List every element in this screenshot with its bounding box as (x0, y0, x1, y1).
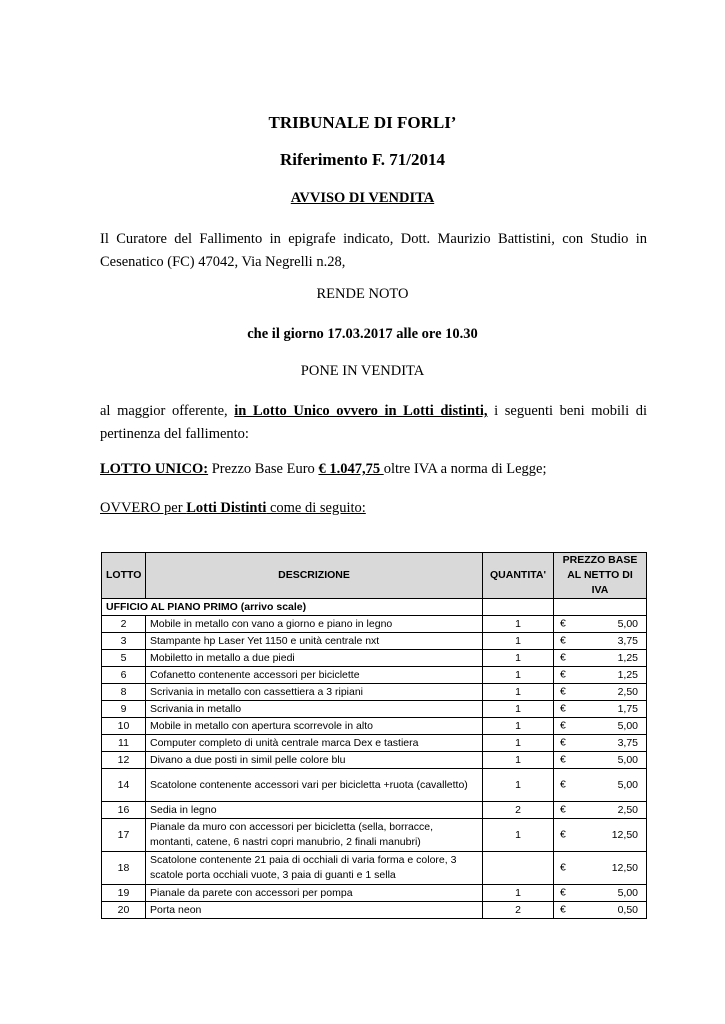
rende-noto-line: RENDE NOTO (316, 286, 409, 302)
cell-quantita: 1 (483, 633, 554, 650)
lotto-unico-tail: oltre IVA a norma di Legge; (383, 461, 547, 477)
cell-descrizione: Scrivania in metallo (146, 701, 483, 718)
cell-descrizione: Scrivania in metallo con cassettiera a 3 ripiani (146, 684, 483, 701)
euro-sign: € (560, 634, 566, 647)
cell-lotto: 10 (102, 718, 146, 735)
euro-sign: € (560, 828, 566, 841)
euro-sign: € (560, 886, 566, 899)
header-quantita: QUANTITA' (483, 553, 554, 599)
lotto-unico-line (100, 458, 647, 481)
euro-sign: € (560, 861, 566, 874)
price-value: 1,25 (617, 651, 638, 664)
cell-prezzo (554, 684, 647, 701)
cell-lotto: 14 (102, 769, 146, 802)
price-value: 5,00 (617, 778, 638, 791)
cell-quantita: 1 (483, 650, 554, 667)
price-value: 5,00 (617, 719, 638, 732)
euro-sign: € (560, 702, 566, 715)
price-value: 1,75 (617, 702, 638, 715)
header-descrizione: DESCRIZIONE (146, 553, 483, 599)
cell-lotto: 2 (102, 616, 146, 633)
cell-descrizione: Mobiletto in metallo a due piedi (146, 650, 483, 667)
cell-prezzo (554, 852, 647, 885)
table-row (102, 718, 647, 735)
price-value: 5,00 (617, 886, 638, 899)
offer-pre: al maggior offerente, (100, 403, 235, 419)
euro-sign: € (560, 668, 566, 681)
cell-prezzo (554, 701, 647, 718)
cell-quantita: 1 (483, 819, 554, 852)
cell-quantita (483, 852, 554, 885)
cell-lotto: 3 (102, 633, 146, 650)
table-row (102, 650, 647, 667)
header-prezzo: PREZZO BASE AL NETTO DI IVA (554, 553, 647, 599)
table-row (102, 701, 647, 718)
table-row (102, 735, 647, 752)
table-row (102, 752, 647, 769)
cell-prezzo (554, 735, 647, 752)
cell-descrizione: Scatolone contenente 21 paia di occhiali di varia forma e colore, 3 scatole porta occhiali vuote, 3 paia di guanti e 1 sella (146, 852, 483, 885)
price-value: 3,75 (617, 634, 638, 647)
cell-prezzo (554, 616, 647, 633)
price-value: 0,50 (617, 903, 638, 916)
price-value: 2,50 (617, 685, 638, 698)
header-lotto: LOTTO (102, 553, 146, 599)
cell-quantita: 1 (483, 735, 554, 752)
cell-lotto: 16 (102, 802, 146, 819)
cell-lotto: 20 (102, 902, 146, 919)
section-label: UFFICIO AL PIANO PRIMO (arrivo scale) (102, 599, 483, 616)
cell-prezzo (554, 752, 647, 769)
cell-prezzo (554, 650, 647, 667)
cell-descrizione: Divano a due posti in simil pelle colore blu (146, 752, 483, 769)
notice-title: AVVISO DI VENDITA (290, 190, 435, 206)
cell-descrizione: Sedia in legno (146, 802, 483, 819)
cell-descrizione: Scatolone contenente accessori vari per bicicletta +ruota (cavalletto) (146, 769, 483, 802)
table-header-row (102, 553, 647, 599)
cell-quantita: 1 (483, 701, 554, 718)
section-empty-price (554, 599, 647, 616)
cell-quantita: 1 (483, 769, 554, 802)
price-value: 12,50 (611, 861, 638, 874)
euro-sign: € (560, 651, 566, 664)
cell-descrizione: Stampante hp Laser Yet 1150 e unità centrale nxt (146, 633, 483, 650)
cell-descrizione: Pianale da parete con accessori per pompa (146, 885, 483, 902)
table-row (102, 667, 647, 684)
euro-sign: € (560, 719, 566, 732)
ovvero-post: come di seguito: (266, 500, 366, 516)
court-title: TRIBUNALE DI FORLI’ (268, 113, 457, 132)
cell-lotto: 17 (102, 819, 146, 852)
lots-table (101, 552, 647, 919)
table-row (102, 769, 647, 802)
lotto-unico-text: Prezzo Base Euro (208, 461, 319, 477)
cell-prezzo (554, 885, 647, 902)
cell-prezzo (554, 667, 647, 684)
cell-prezzo (554, 819, 647, 852)
cell-quantita: 1 (483, 752, 554, 769)
cell-prezzo (554, 633, 647, 650)
cell-descrizione: Mobile in metallo con vano a giorno e piano in legno (146, 616, 483, 633)
euro-sign: € (560, 778, 566, 791)
cell-lotto: 8 (102, 684, 146, 701)
date-line: che il giorno 17.03.2017 alle ore 10.30 (247, 326, 478, 342)
cell-quantita: 1 (483, 667, 554, 684)
offer-paragraph (100, 400, 647, 446)
euro-sign: € (560, 753, 566, 766)
cell-descrizione: Pianale da muro con accessori per bicicletta (sella, borracce, montanti, catene, 6 nastri copri manubrio, 2 finali manubri) (146, 819, 483, 852)
cell-prezzo (554, 718, 647, 735)
lotto-unico-amount: € 1.047,75 (318, 461, 384, 477)
euro-sign: € (560, 685, 566, 698)
euro-sign: € (560, 736, 566, 749)
price-value: 1,25 (617, 668, 638, 681)
euro-sign: € (560, 803, 566, 816)
cell-prezzo (554, 802, 647, 819)
cell-quantita: 1 (483, 885, 554, 902)
cell-quantita: 1 (483, 718, 554, 735)
price-value: 2,50 (617, 803, 638, 816)
cell-prezzo (554, 769, 647, 802)
cell-descrizione: Mobile in metallo con apertura scorrevole in alto (146, 718, 483, 735)
cell-lotto: 11 (102, 735, 146, 752)
cell-descrizione: Cofanetto contenente accessori per biciclette (146, 667, 483, 684)
cell-lotto: 12 (102, 752, 146, 769)
cell-descrizione: Porta neon (146, 902, 483, 919)
section-row (102, 599, 647, 616)
offer-post: i seguenti beni mobili di pertinenza del fallimento: (100, 403, 647, 442)
cell-lotto: 19 (102, 885, 146, 902)
reference-title: Riferimento F. 71/2014 (279, 150, 446, 169)
lotto-unico-label: LOTTO UNICO: (100, 461, 209, 477)
offer-emphasis: in Lotto Unico ovvero in Lotti distinti, (234, 403, 488, 419)
table-row (102, 902, 647, 919)
ovvero-line (100, 497, 647, 520)
cell-quantita: 1 (483, 684, 554, 701)
price-value: 12,50 (611, 828, 638, 841)
table-row (102, 616, 647, 633)
cell-prezzo (554, 902, 647, 919)
ovvero-emphasis: Lotti Distinti (186, 500, 267, 516)
price-value: 5,00 (617, 753, 638, 766)
cell-quantita: 2 (483, 902, 554, 919)
cell-lotto: 9 (102, 701, 146, 718)
cell-descrizione: Computer completo di unità centrale marca Dex e tastiera (146, 735, 483, 752)
table-row (102, 633, 647, 650)
intro-paragraph: Il Curatore del Fallimento in epigrafe indicato, Dott. Maurizio Battistini, con Studio in Cesenatico (FC) 47042, Via Negrelli n.28, (100, 231, 647, 270)
euro-sign: € (560, 903, 566, 916)
cell-quantita: 1 (483, 616, 554, 633)
cell-lotto: 6 (102, 667, 146, 684)
cell-quantita: 2 (483, 802, 554, 819)
table-row (102, 684, 647, 701)
pone-in-vendita-line: PONE IN VENDITA (300, 363, 425, 379)
table-row (102, 852, 647, 885)
price-value: 5,00 (617, 617, 638, 630)
section-empty-qty (483, 599, 554, 616)
ovvero-pre: OVVERO per (100, 500, 187, 516)
table-row (102, 885, 647, 902)
euro-sign: € (560, 617, 566, 630)
cell-lotto: 5 (102, 650, 146, 667)
table-row (102, 819, 647, 852)
price-value: 3,75 (617, 736, 638, 749)
table-row (102, 802, 647, 819)
cell-lotto: 18 (102, 852, 146, 885)
